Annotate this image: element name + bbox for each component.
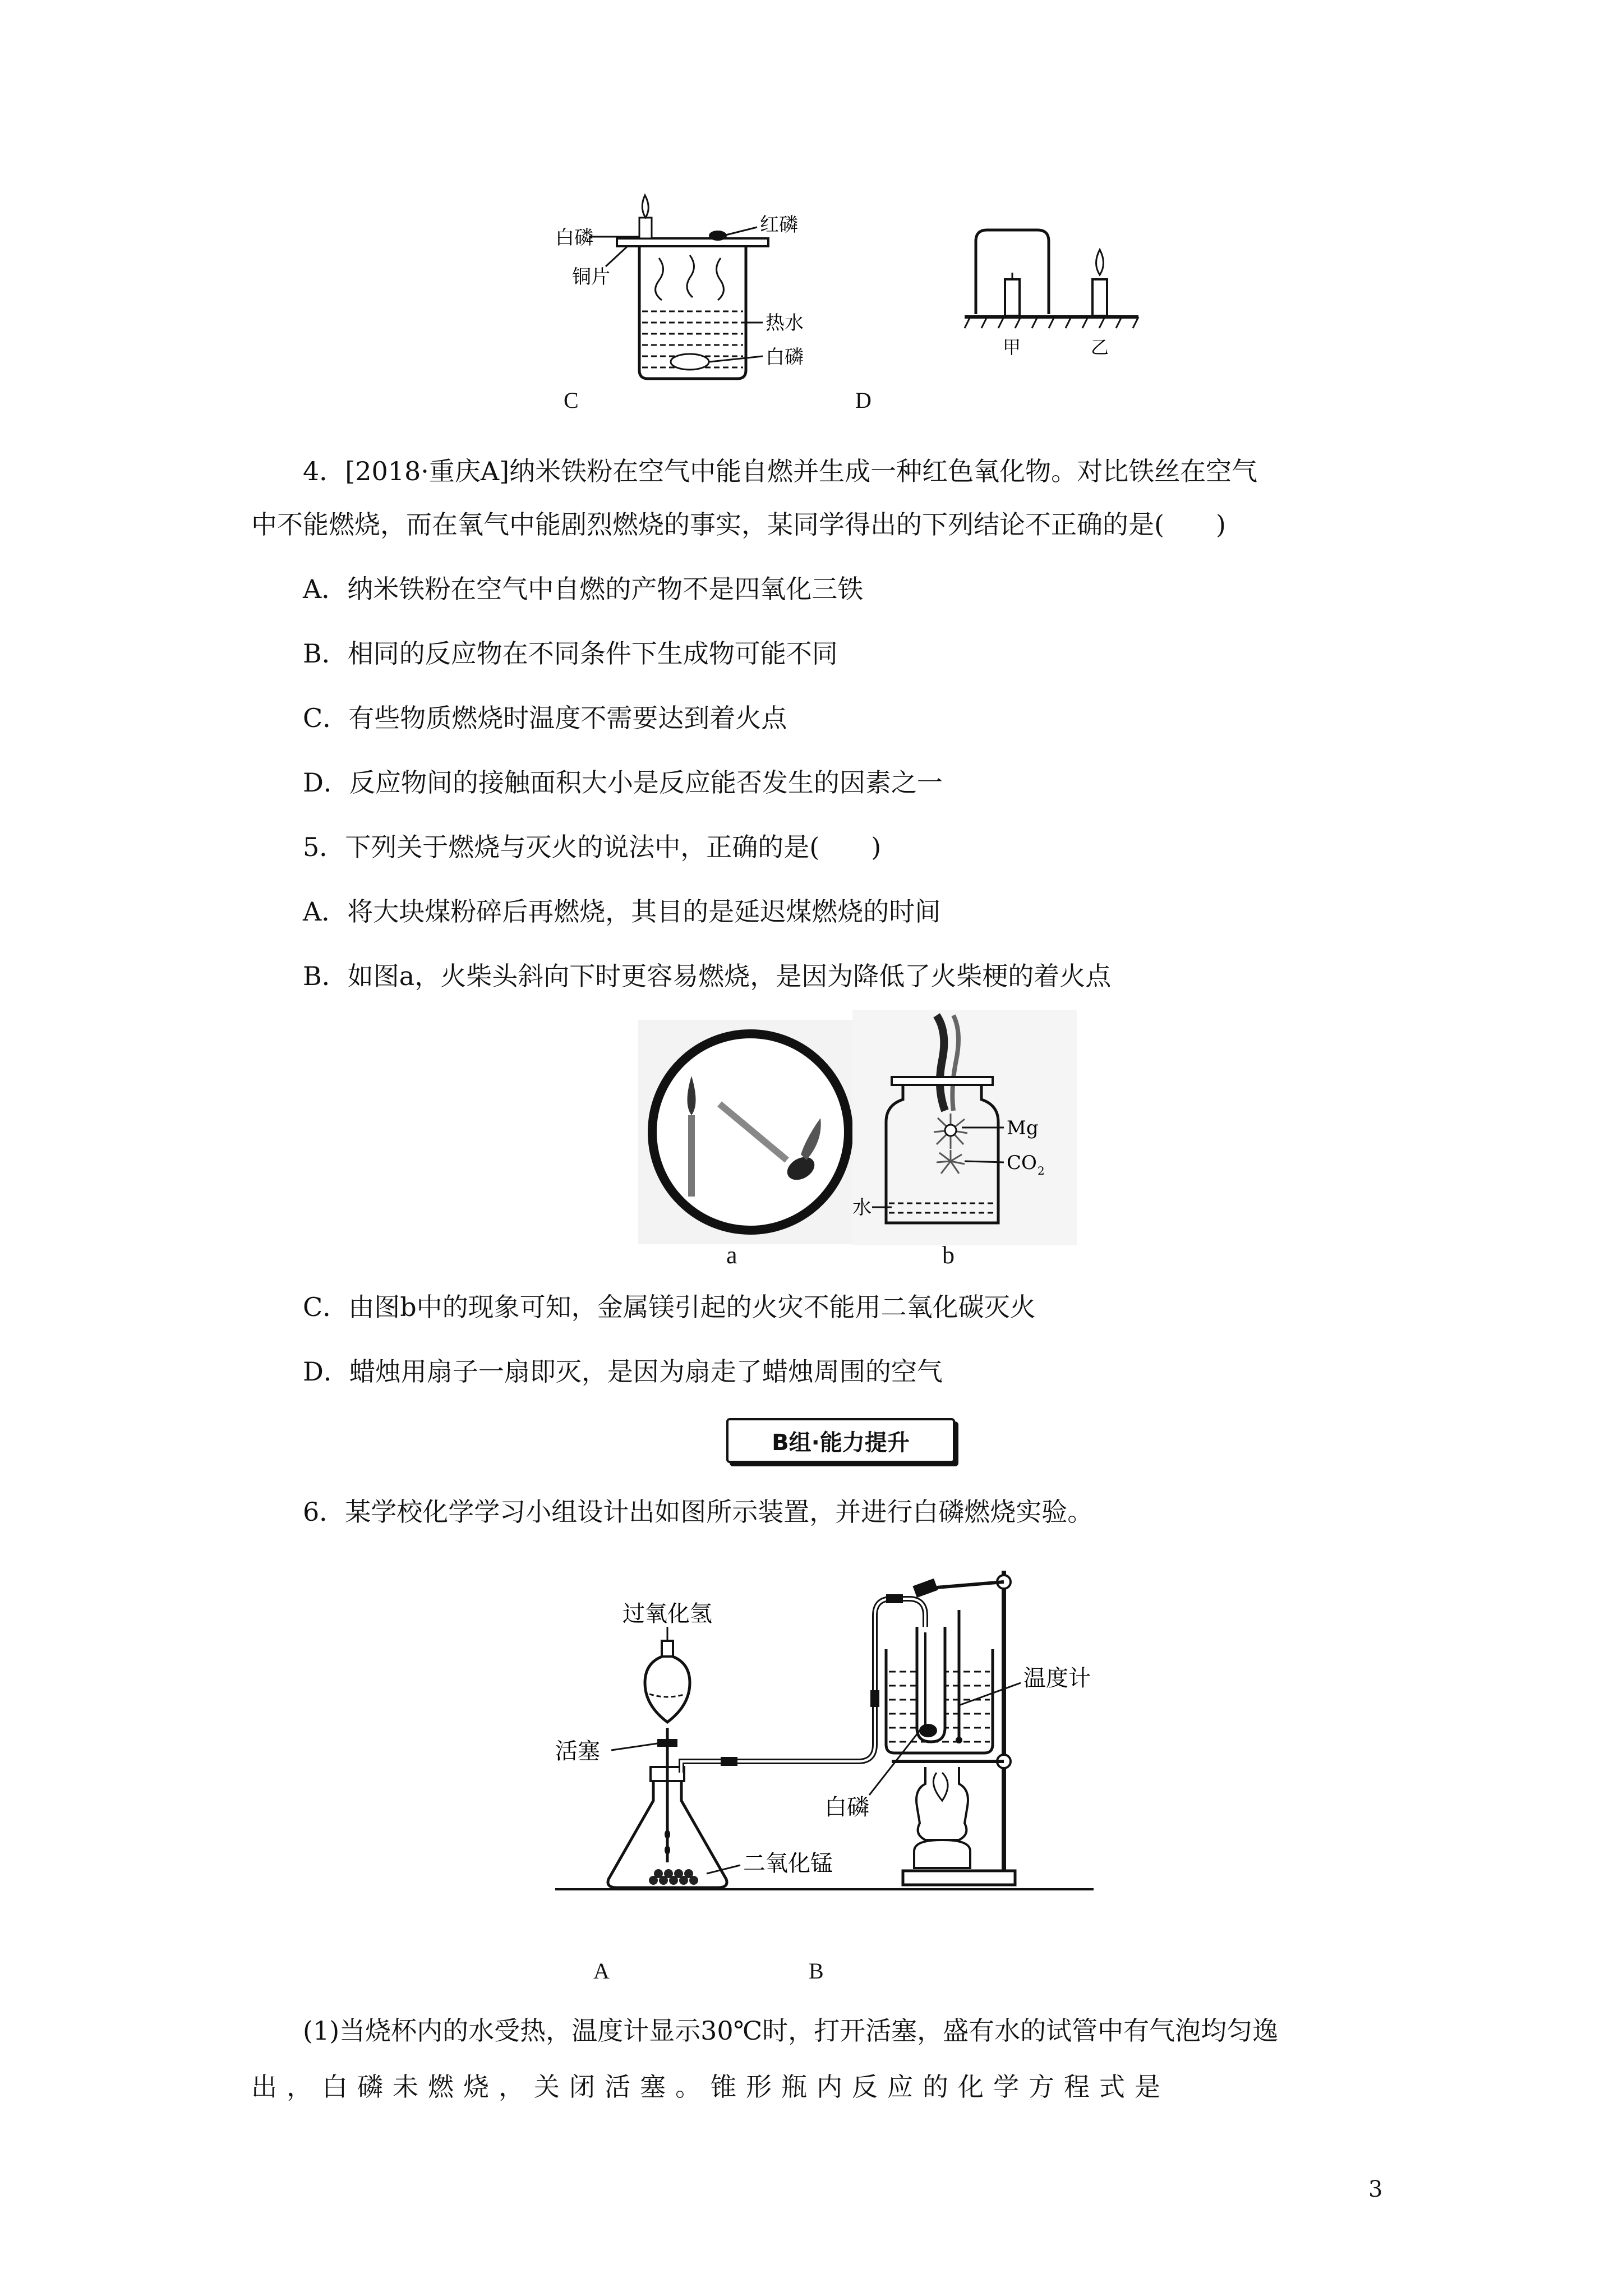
caption-fig-b: b xyxy=(942,1241,955,1269)
figure-a-match xyxy=(638,1020,863,1244)
match-circle-drawing xyxy=(638,1020,863,1244)
label-yi: 乙 xyxy=(1091,337,1109,358)
caption-q6-b: B xyxy=(809,1958,824,1984)
label-white-p-top: 白磷 xyxy=(555,227,593,249)
mg-jar-drawing xyxy=(852,1010,1077,1245)
q4-stem-line2: 中不能燃烧，而在氧气中能剧烈燃烧的事实，某同学得出的下列结论不正确的是( ) xyxy=(251,509,1226,540)
caption-c: C xyxy=(564,388,579,413)
label-jia: 甲 xyxy=(1003,337,1021,358)
label-stopcock: 活塞 xyxy=(555,1738,600,1764)
q4-option-a: A．纳米铁粉在空气中自燃的产物不是四氧化三铁 xyxy=(303,574,864,604)
q6-part1-line2: 出，白磷未燃烧，关闭活塞。锥形瓶内反应的化学方程式是 xyxy=(251,2072,1170,2102)
q5-option-d: D．蜡烛用扇子一扇即灭，是因为扇走了蜡烛周围的空气 xyxy=(303,1356,943,1387)
caption-fig-a: a xyxy=(726,1241,737,1269)
q6-stem: 6．某学校化学学习小组设计出如图所示装置，并进行白磷燃烧实验。 xyxy=(303,1497,1094,1527)
h2o2-apparatus-drawing xyxy=(555,1559,1110,1907)
caption-q6-a: A xyxy=(593,1958,610,1984)
figure-q6-apparatus xyxy=(555,1559,1110,1907)
label-h2o2: 过氧化氢 xyxy=(623,1601,712,1627)
label-copper: 铜片 xyxy=(572,266,610,288)
page-number: 3 xyxy=(1368,2177,1383,2202)
q5-stem: 5．下列关于燃烧与灭火的说法中，正确的是( ) xyxy=(303,832,882,862)
q5-option-c: C．由图b中的现象可知，金属镁引起的火灾不能用二氧化碳灭火 xyxy=(303,1292,1036,1322)
label-mg: Mg xyxy=(1007,1117,1039,1139)
q6-part1-line1: (1)当烧杯内的水受热，温度计显示30℃时，打开活塞，盛有水的试管中有气泡均匀逸 xyxy=(303,2016,1279,2046)
figure-c xyxy=(555,185,847,387)
label-hot-water: 热水 xyxy=(766,312,804,334)
label-white-p-bottom: 白磷 xyxy=(766,346,804,369)
figure-d xyxy=(953,219,1144,376)
section-b-badge: B组·能力提升 xyxy=(726,1418,955,1463)
label-thermometer: 温度计 xyxy=(1023,1665,1091,1691)
q5-option-b: B．如图a，火柴头斜向下时更容易燃烧，是因为降低了火柴梗的着火点 xyxy=(303,961,1112,991)
caption-d: D xyxy=(855,388,872,413)
label-red-p: 红磷 xyxy=(760,214,798,236)
figure-b-mg-co2 xyxy=(852,1010,1077,1245)
q4-option-c: C．有些物质燃烧时温度不需要达到着火点 xyxy=(303,703,787,733)
label-co2-subscript: 2 xyxy=(1038,1164,1045,1177)
label-white-p-q6: 白磷 xyxy=(824,1795,869,1820)
label-water: 水 xyxy=(852,1197,872,1219)
q4-option-b: B．相同的反应物在不同条件下生成物可能不同 xyxy=(303,638,838,669)
q4-option-d: D．反应物间的接触面积大小是反应能否发生的因素之一 xyxy=(303,767,943,798)
apparatus-c-drawing xyxy=(555,185,847,387)
label-mno2: 二氧化锰 xyxy=(743,1851,833,1876)
q4-stem-line1: 4．[2018·重庆A]纳米铁粉在空气中能自燃并生成一种红色氧化物。对比铁丝在空气 xyxy=(303,456,1258,486)
label-co2: CO xyxy=(1007,1152,1037,1174)
q5-option-a: A．将大块煤粉碎后再燃烧，其目的是延迟煤燃烧的时间 xyxy=(303,896,941,927)
candles-d-drawing xyxy=(953,219,1144,376)
